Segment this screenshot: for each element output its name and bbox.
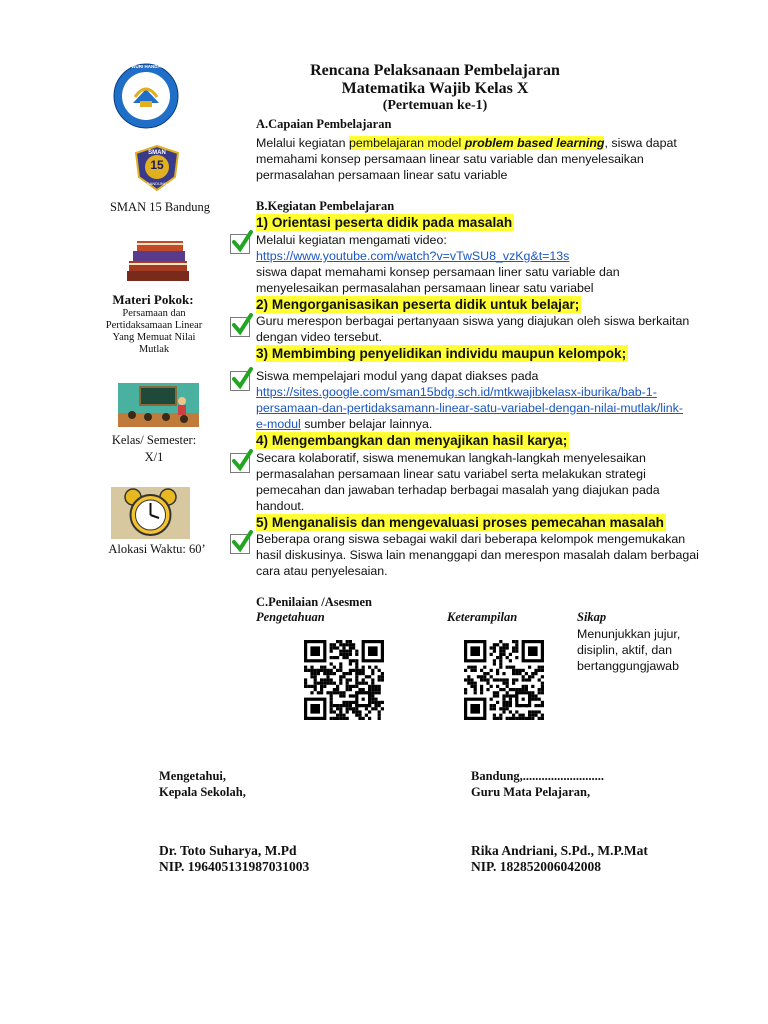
sign-left-line1: Mengetahui, <box>159 769 227 783</box>
step-4-line3: pemecahan dan jawaban terhadap berbagai masalah yang diajukan pada <box>256 483 660 497</box>
sman15-logo-top: SMAN <box>148 150 166 156</box>
assessment-sikap-label: Sikap <box>577 610 607 624</box>
section-a-line1 <box>256 135 716 151</box>
assessment-keterampilan-label: Keterampilan <box>447 610 518 624</box>
doc-title-line2: Matematika Wajib Kelas X <box>341 80 529 97</box>
checkmark-icon <box>231 229 253 258</box>
step-4-line2: permasalahan persamaan linear satu variabel serta melakukan strategi <box>256 467 646 481</box>
step-5-title: 5) Menganalisis dan mengevaluasi proses pemecahan masalah <box>256 515 664 530</box>
logo-caption: TUT WURI HANDAYANI <box>121 64 171 69</box>
step-2-line2: dengan video tersebut. <box>256 330 383 344</box>
step-3-line1: Siswa mempelajari modul yang dapat diakses pada <box>256 369 539 383</box>
step-4-line1: Secara kolaboratif, siswa menemukan langkah-langkah menyelesaikan <box>256 451 646 465</box>
kelas-label: Kelas/ Semester: <box>111 433 197 447</box>
sman15-logo-bottom: BANDUNG <box>146 181 167 186</box>
materi-value: Persamaan dan Pertidaksamaan Linear Yang Memuat Nilai Mutlak <box>105 308 203 355</box>
section-b-heading: B.Kegiatan Pembelajaran <box>256 199 395 213</box>
sign-right-line2: Guru Mata Pelajaran, <box>471 785 591 799</box>
step-4-title: 4) Mengembangkan dan menyajikan hasil karya; <box>256 433 568 448</box>
checkmark-icon <box>231 366 253 395</box>
step-2-title: 2) Mengorganisasikan peserta didik untuk belajar; <box>256 297 580 312</box>
school-name: SMAN 15 Bandung <box>109 200 210 214</box>
tut-wuri-logo-icon <box>113 63 179 129</box>
qr-code-icon[interactable] <box>464 640 544 720</box>
alokasi-label: Alokasi Waktu: 60’ <box>108 542 206 556</box>
materi-label: Materi Pokok: <box>112 292 194 307</box>
section-c-heading: C.Penilaian /Asesmen <box>256 595 372 609</box>
step-1-line3: menyelesaikan permasalahan persamaan linear satu variabel <box>256 281 594 295</box>
sman15-logo-num: 15 <box>150 158 164 172</box>
classroom-icon <box>118 383 199 427</box>
section-a-heading: A.Capaian Pembelajaran <box>256 117 392 131</box>
section-a-pbl: problem based learning <box>464 136 605 150</box>
sikap-line2: disiplin, aktif, dan <box>577 643 673 657</box>
step-3-link-part2[interactable]: persamaan-dan-pertidaksamann-linear-satu-variabel-dengan-nilai-mutlak/link- <box>256 401 683 415</box>
checkmark-icon <box>231 529 253 558</box>
step-5-line3: cara atau penyelesaian. <box>256 564 388 578</box>
assessment-pengetahuan-label: Pengetahuan <box>256 610 325 624</box>
section-a-highlight-text: pembelajaran model <box>348 136 465 150</box>
sign-left-line2: Kepala Sekolah, <box>159 785 246 799</box>
section-a-text: Melalui kegiatan <box>256 136 349 150</box>
step-3-link-part3[interactable]: e-modul <box>256 417 301 431</box>
step-1-line2: siswa dapat memahami konsep persamaan liner satu variable dan <box>256 265 620 279</box>
step-5-line2: hasil diskusinya. Siswa lain menanggapi dan merespon masalah dalam berbagai <box>256 548 699 562</box>
step-4-line4: handout. <box>256 499 305 513</box>
step-3-post: sumber belajar lainnya. <box>300 417 433 431</box>
kelas-value: X/1 <box>144 450 164 464</box>
step-3-link-part1[interactable]: https://sites.google.com/sman15bdg.sch.id/mtkwajibkelasx-iburika/bab-1- <box>256 385 657 399</box>
sign-right-name: Rika Andriani, S.Pd., M.P.Mat <box>471 843 648 858</box>
step-1-title: 1) Orientasi peserta didik pada masalah <box>256 215 513 230</box>
sign-right-nip: NIP. 182852006042008 <box>471 859 602 874</box>
sign-right-line1: Bandung,.......................... <box>471 769 605 783</box>
books-icon <box>117 237 197 285</box>
section-a-line3: permasalahan persamaan linear satu variable <box>256 168 508 182</box>
step-1-video-link[interactable]: https://www.youtube.com/watch?v=vTwSU8_vzKg&t=13s <box>256 249 570 263</box>
qr-code-icon[interactable] <box>304 640 384 720</box>
step-5-line1: Beberapa orang siswa sebagai wakil dari beberapa kelompok mengemukakan <box>256 532 686 546</box>
step-2-line1: Guru merespon berbagai pertanyaan siswa yang diajukan oleh siswa berkaitan <box>256 314 690 328</box>
doc-title-line3: (Pertemuan ke-1) <box>382 98 488 113</box>
section-a-highlight <box>349 136 605 150</box>
step-3-line4 <box>256 416 432 432</box>
checkmark-icon <box>231 448 253 477</box>
step-3-title: 3) Membimbing penyelidikan individu maupun kelompok; <box>256 346 627 361</box>
checkmark-icon <box>231 312 253 341</box>
sign-left-name: Dr. Toto Suharya, M.Pd <box>159 843 297 858</box>
step-1-line1: Melalui kegiatan mengamati video: <box>256 233 447 247</box>
section-a-text-post: , siswa dapat <box>604 136 677 150</box>
doc-title-line1: Rencana Pelaksanaan Pembelajaran <box>310 62 560 79</box>
sign-left-nip: NIP. 196405131987031003 <box>159 859 310 874</box>
section-a-line2: memahami konsep persamaan linear satu variable dan menyelesaikan <box>256 152 644 166</box>
sikap-line1: Menunjukkan jujur, <box>577 627 681 641</box>
sikap-line3: bertanggungjawab <box>577 659 679 673</box>
alarm-clock-icon <box>111 487 190 539</box>
